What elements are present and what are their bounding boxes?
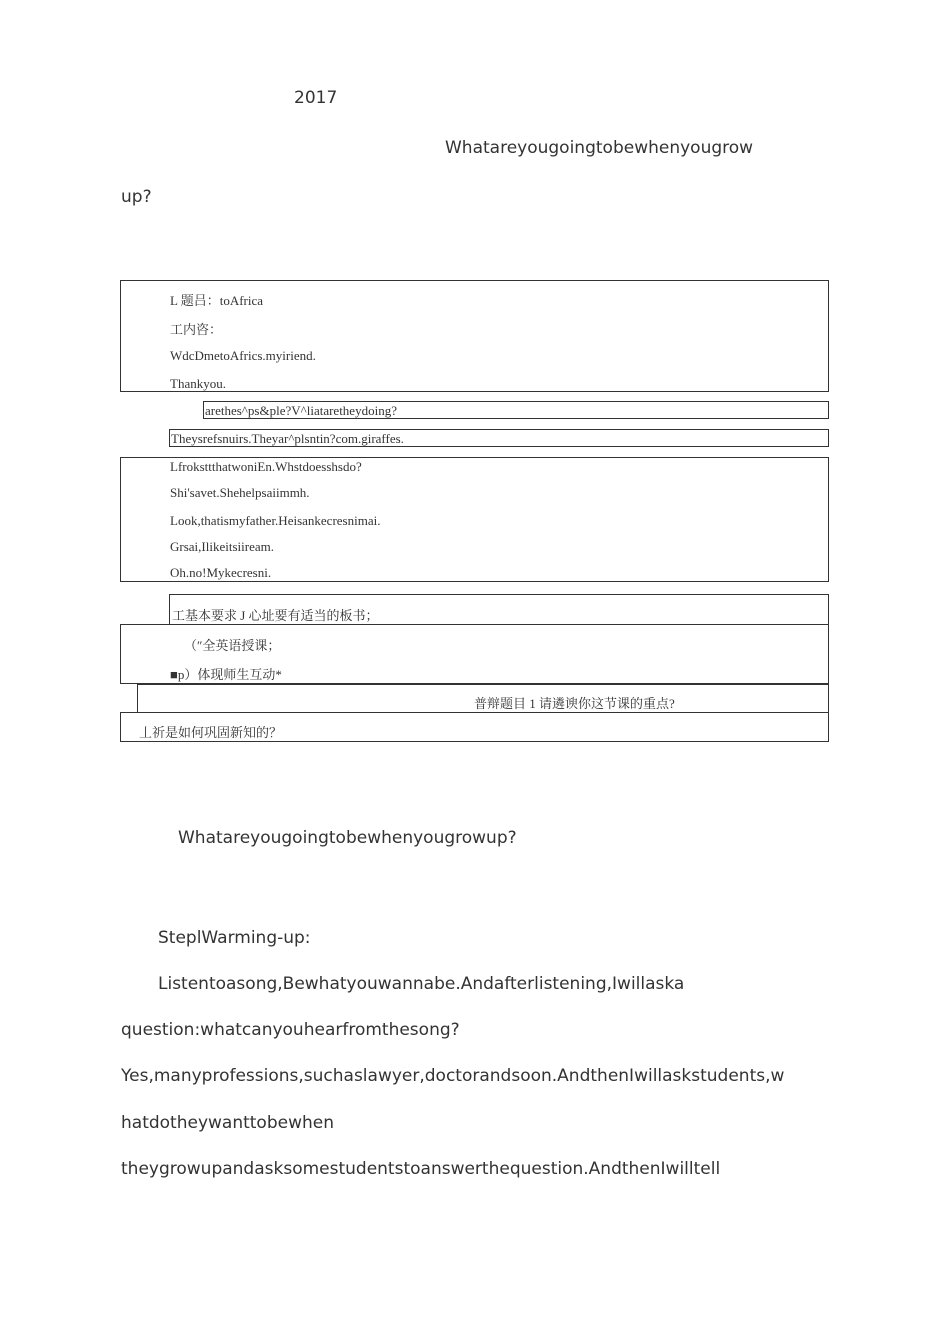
- step-heading: SteplWarming-up:: [158, 928, 311, 948]
- block1-line: 工内咨：: [170, 322, 223, 337]
- block2-line: LfroksttthatwoniEn.Whstdoesshsdo?: [170, 459, 362, 474]
- row-a-text: arethes^ps&ple?V^liataretheydoing?: [205, 403, 397, 418]
- paragraph-line: question:whatcanyouhearfromthesong?: [121, 1020, 460, 1040]
- question-1: 普辩题目 1 请遴谀你这节课的重点?: [474, 696, 675, 711]
- paragraph-line: Listentoasong,Bewhatyouwannabe.Andafterlistening,Iwillaska: [158, 974, 685, 994]
- block1-line: L 题吕：toAfrica: [170, 293, 264, 308]
- row-b-text: Theysrefsnuirs.Theyar^plsntin?com.giraffes.: [171, 431, 404, 446]
- paragraph-line: Yes,manyprofessions,suchaslawyer,doctorandsoon.AndthenIwillaskstudents,w: [121, 1066, 785, 1086]
- block1-line: Thankyou.: [170, 376, 226, 391]
- section-heading: Whatareyougoingtobewhenyougrowup?: [178, 828, 517, 848]
- paragraph-line: theygrowupandasksomestudentstoanswerthequestion.AndthenIwilltell: [121, 1159, 721, 1179]
- block2-line: Oh.no!Mykecresni.: [170, 565, 272, 580]
- question-2: 丄祈是如何巩固新知的？: [139, 725, 283, 740]
- title-line-1: Whatareyougoingtobewhenyougrow: [445, 138, 754, 158]
- requirement-1: 工基本要求 J 心址要有适当的板书；: [172, 608, 379, 623]
- title-line-2: up?: [121, 187, 152, 207]
- requirement-3: ■p）体现师生互动*: [170, 667, 282, 682]
- paragraph-line: hatdotheywanttobewhen: [121, 1113, 334, 1133]
- block2-line: Look,thatismyfather.Heisankecresnimai.: [170, 513, 381, 528]
- year-label: 2017: [294, 88, 338, 108]
- block2-line: Shi'savet.Shehelpsaiimmh.: [170, 485, 310, 500]
- requirement-2: （″全英语授课；: [184, 638, 281, 653]
- block2-line: Grsai,Ilikeitsiiream.: [170, 539, 274, 554]
- block1-line: WdcDmetoAfrics.myiriend.: [170, 348, 316, 363]
